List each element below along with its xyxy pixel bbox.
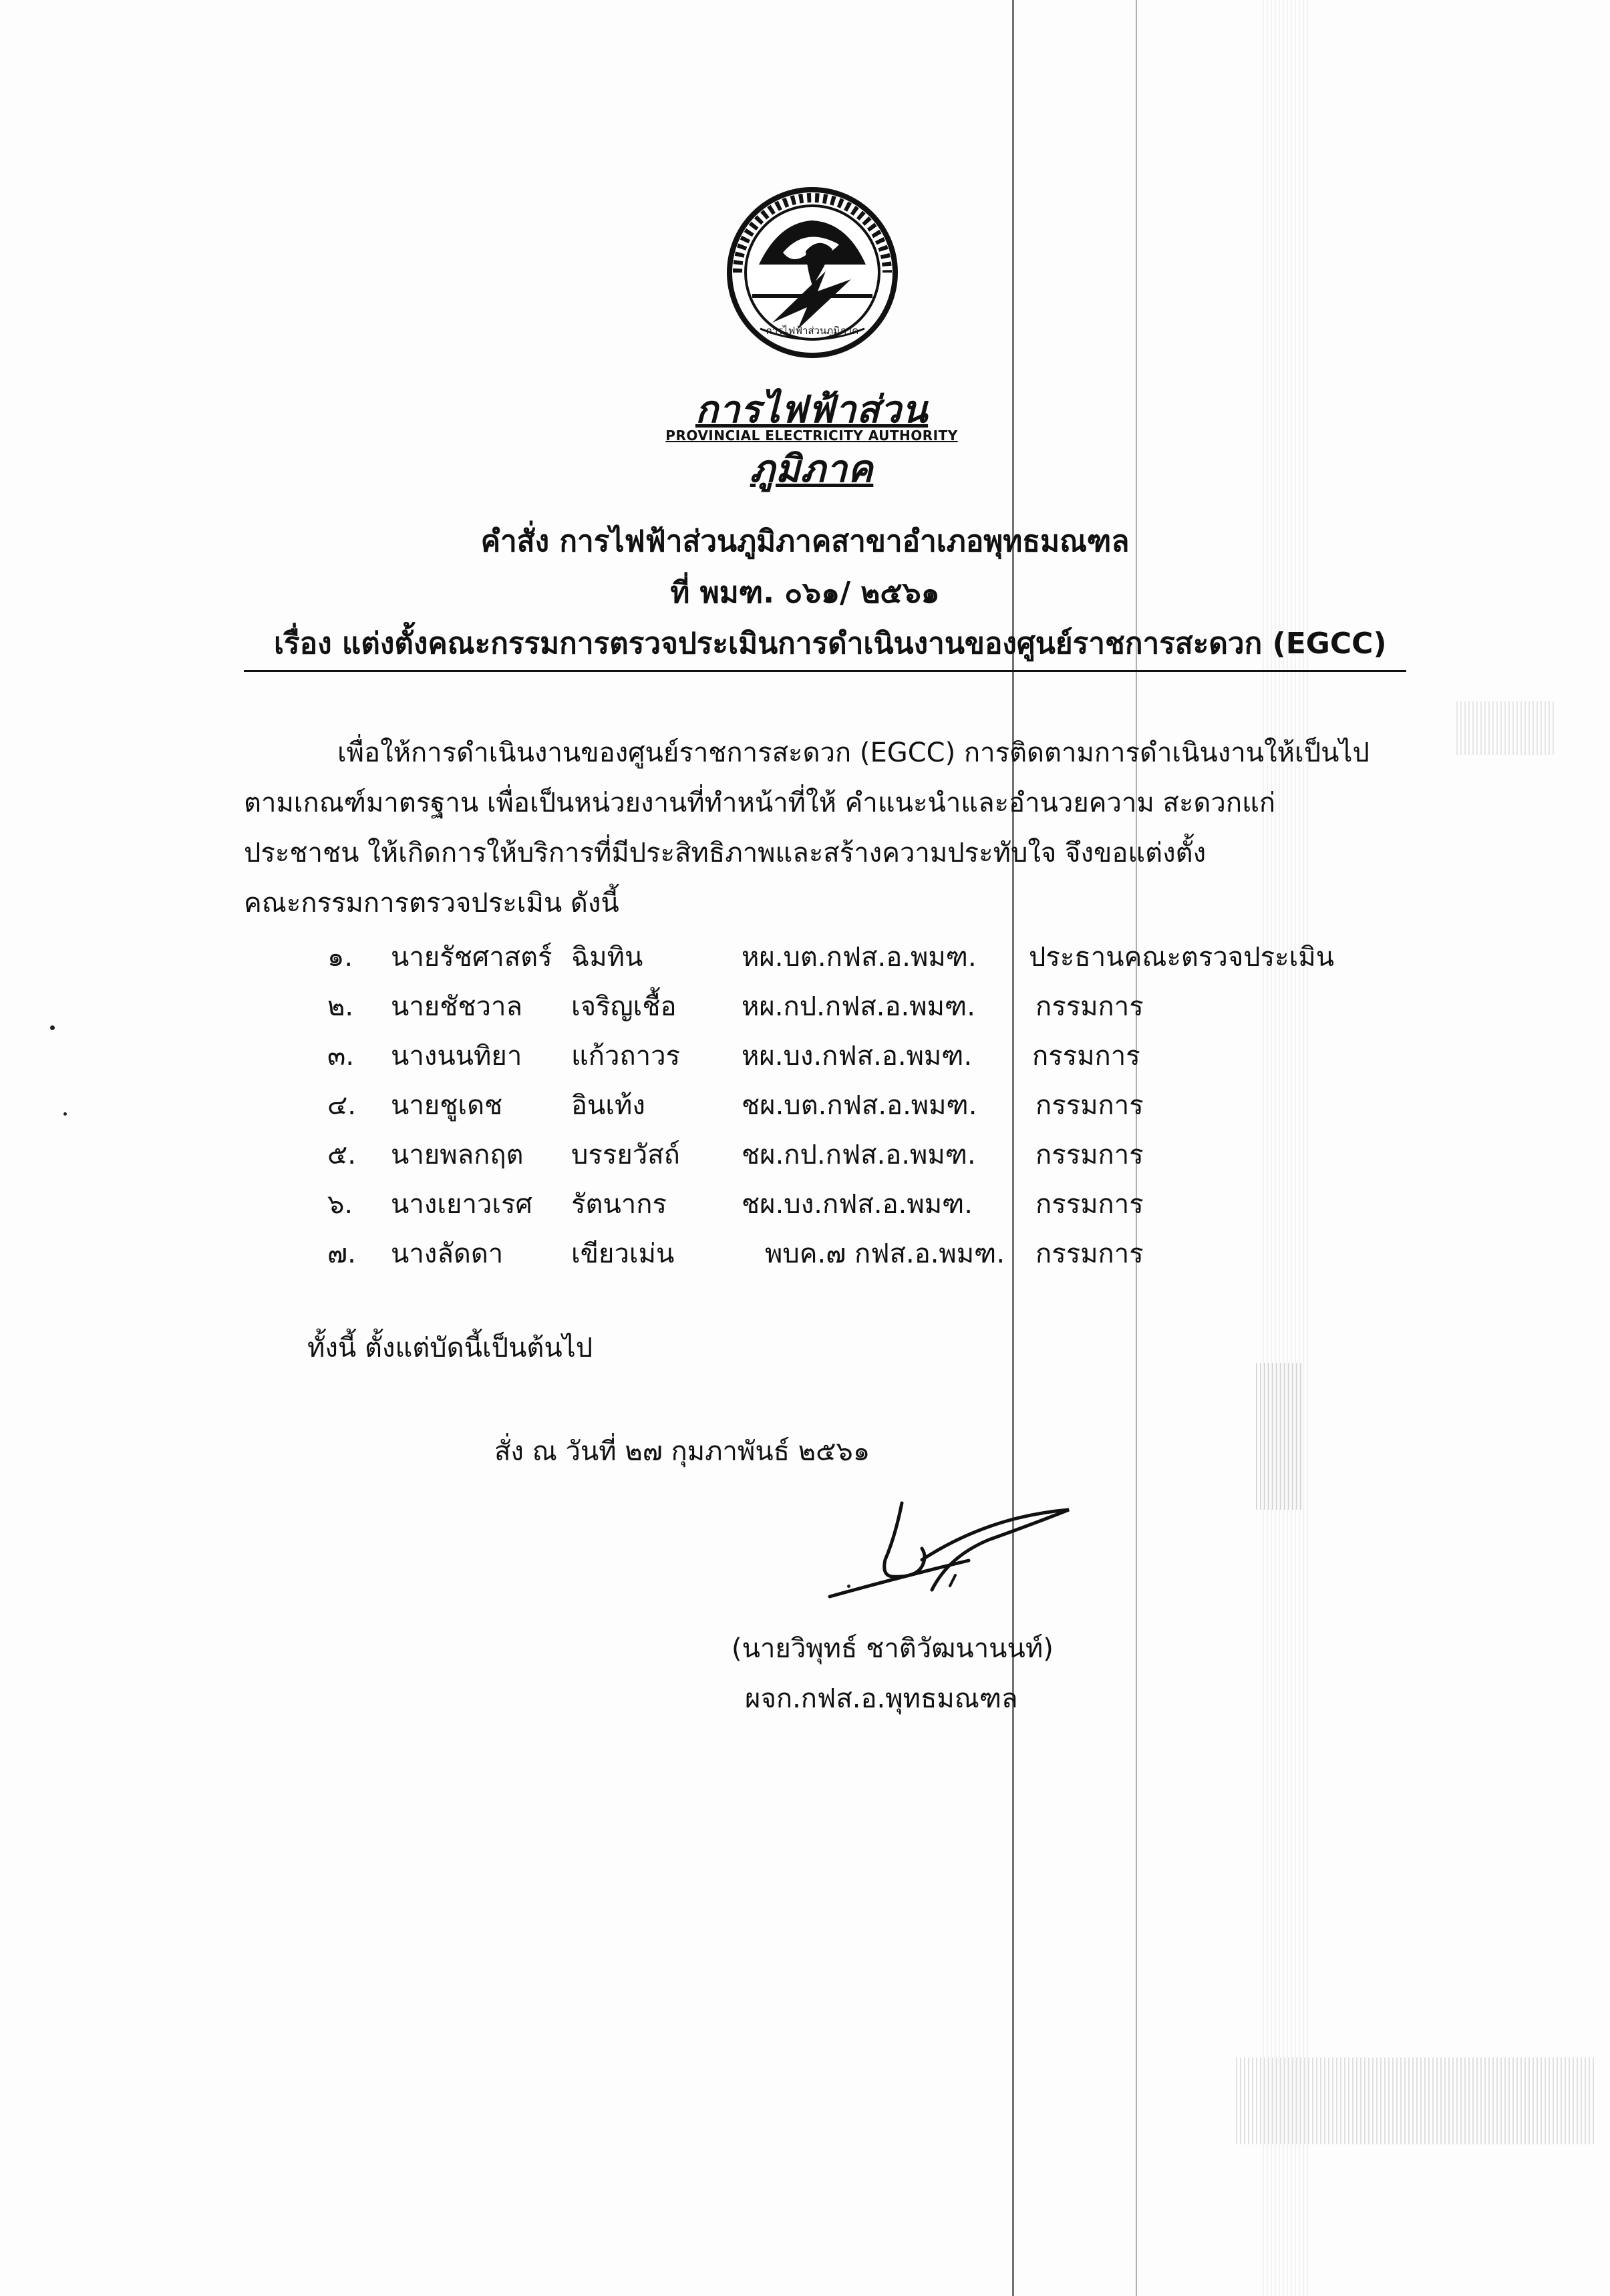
member-position: หผ.กป.กฟส.อ.พมฑ.: [742, 991, 975, 1022]
order-heading: คำสั่ง การไฟฟ้าส่วนภูมิภาคสาขาอำเภอพุทธมณฑล: [480, 524, 1130, 558]
member-role: กรรมการ: [1035, 1239, 1144, 1269]
member-number: ๗.: [327, 1239, 356, 1269]
scan-noise: [1263, 0, 1309, 2296]
scan-speck: [50, 1025, 55, 1030]
pea-logo: [726, 186, 899, 359]
member-first-name: นายชัชวาล: [391, 991, 522, 1022]
org-name-english: PROVINCIAL ELECTRICITY AUTHORITY: [665, 428, 958, 444]
member-last-name: แก้วถาวร: [571, 1041, 681, 1072]
member-first-name: นางลัดดา: [391, 1239, 504, 1269]
body-line: ประชาชน ให้เกิดการให้บริการที่มีประสิทธิภาพและสร้างความประทับใจ จึงขอแต่งตั้ง: [244, 838, 1206, 868]
member-role: กรรมการ: [1035, 1140, 1144, 1170]
member-first-name: นายชูเดช: [391, 1090, 503, 1121]
heading-divider: [244, 670, 1406, 672]
closing-statement: ทั้งนี้ ตั้งแต่บัดนี้เป็นต้นไป: [307, 1333, 593, 1363]
member-position: ชผ.บง.กฟส.อ.พมฑ.: [742, 1189, 973, 1220]
logo-caption: การไฟฟ้าส่วนภูมิภาค: [766, 325, 859, 337]
member-number: ๕.: [327, 1140, 356, 1170]
scan-line: [1012, 0, 1014, 2296]
member-first-name: นางเยาวเรศ: [391, 1189, 532, 1220]
order-subject: เรื่อง แต่งตั้งคณะกรรมการตรวจประเมินการดำเนินงานของศูนย์ราชการสะดวก (EGCC): [274, 627, 1387, 661]
signature: [822, 1496, 1076, 1623]
scan-noise: [1456, 701, 1557, 755]
member-first-name: นายรัชศาสตร์: [391, 942, 552, 973]
member-number: ๓.: [327, 1041, 355, 1072]
member-role: กรรมการ: [1035, 991, 1144, 1022]
member-position: พบค.๗ กฟส.อ.พมฑ.: [765, 1239, 1005, 1269]
member-number: ๒.: [327, 991, 354, 1022]
body-paragraph: [244, 728, 1420, 929]
signer-name: (นายวิพุทธ์ ชาติวัฒนานนท์): [732, 1633, 1054, 1664]
member-last-name: อินเท้ง: [571, 1090, 645, 1121]
member-last-name: รัตนากร: [571, 1189, 667, 1220]
member-last-name: เจริญเชื้อ: [571, 991, 677, 1022]
scan-noise: [1236, 2058, 1597, 2144]
member-last-name: บรรยวัสถ์: [571, 1140, 680, 1170]
member-first-name: นายพลกฤต: [391, 1140, 524, 1170]
member-number: ๔.: [327, 1090, 356, 1121]
body-line: ตามเกณฑ์มาตรฐาน เพื่อเป็นหน่วยงานที่ทำหน้าที่ให้ คำแนะนำและอำนวยความ สะดวกแก่: [244, 788, 1276, 818]
member-position: หผ.บง.กฟส.อ.พมฑ.: [742, 1041, 973, 1072]
scan-speck: [63, 1112, 67, 1116]
member-role: ประธานคณะตรวจประเมิน: [1029, 942, 1335, 973]
body-line: เพื่อให้การดำเนินงานของศูนย์ราชการสะดวก (EGCC) การติดตามการดำเนินงานให้เป็นไป: [337, 737, 1370, 768]
signer-title: ผจก.กฟส.อ.พุทธมณฑล: [745, 1683, 1018, 1714]
member-last-name: ฉิมทิน: [571, 942, 643, 973]
member-number: ๑.: [327, 942, 353, 973]
body-line: คณะกรรมการตรวจประเมิน ดังนี้: [244, 888, 619, 919]
org-name-thai: การไฟฟ้าส่วนภูมิภาค: [695, 388, 929, 491]
member-role: กรรมการ: [1035, 1189, 1144, 1220]
member-position: หผ.บต.กฟส.อ.พมฑ.: [742, 942, 977, 973]
member-position: ชผ.กป.กฟส.อ.พมฑ.: [742, 1140, 976, 1170]
member-number: ๖.: [327, 1189, 353, 1220]
member-first-name: นางนนทิยา: [391, 1041, 522, 1072]
order-date: สั่ง ณ วันที่ ๒๗ กุมภาพันธ์ ๒๕๖๑: [494, 1436, 870, 1467]
member-position: ชผ.บต.กฟส.อ.พมฑ.: [742, 1090, 977, 1121]
member-last-name: เขียวเม่น: [571, 1239, 675, 1269]
member-role: กรรมการ: [1032, 1041, 1140, 1072]
scan-noise: [1256, 1363, 1303, 1510]
order-number: ที่ พมฑ. ๐๖๑/ ๒๕๖๑: [670, 576, 940, 610]
member-role: กรรมการ: [1035, 1090, 1144, 1121]
